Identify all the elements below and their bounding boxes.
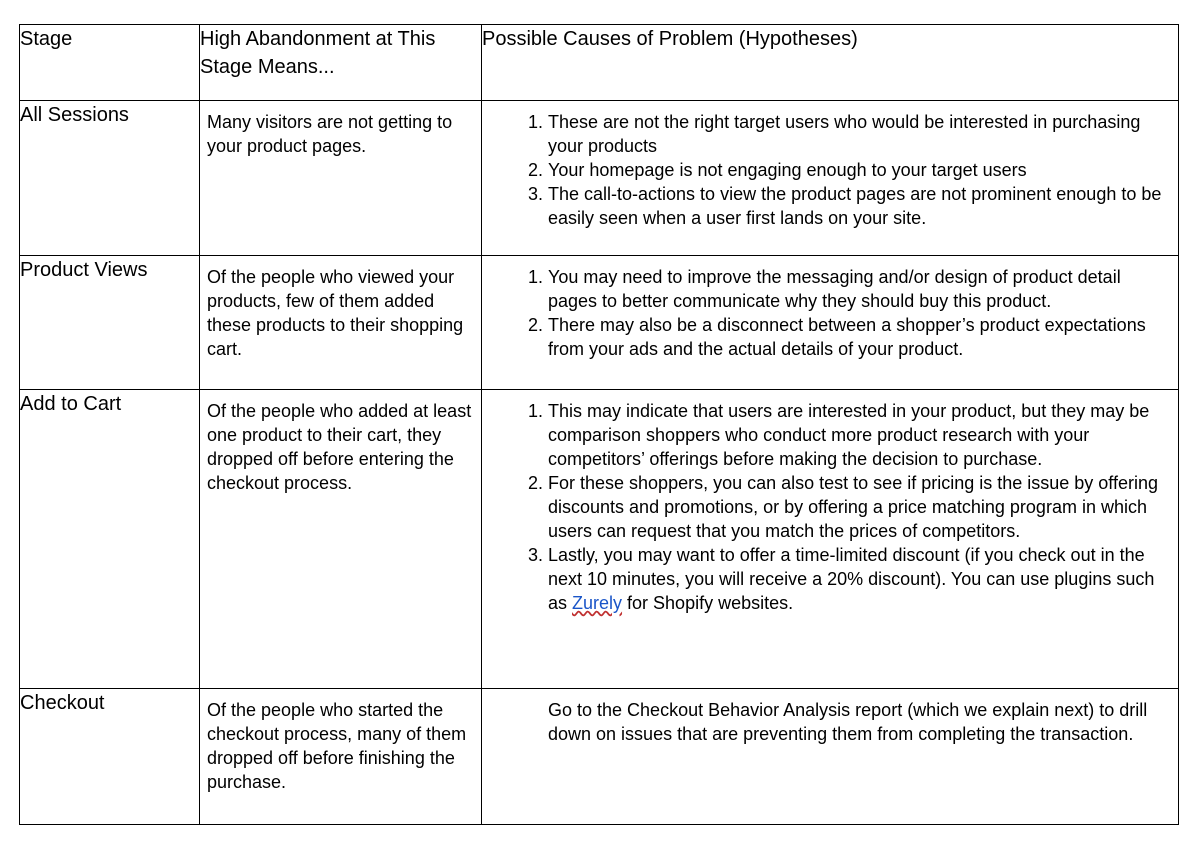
causes-list bbox=[482, 390, 1178, 615]
cause-item: 2. There may also be a disconnect between a shopper’s product expectations from your ads and the actual details of your product. bbox=[548, 313, 1170, 361]
stage-cell: Checkout bbox=[20, 689, 200, 825]
meaning-cell bbox=[200, 101, 482, 256]
meaning-cell bbox=[200, 256, 482, 390]
stage-cell: Add to Cart bbox=[20, 390, 200, 689]
causes-cell bbox=[482, 390, 1179, 689]
abandonment-table bbox=[19, 24, 1179, 825]
cause-text-after-link: for Shopify websites. bbox=[622, 593, 794, 613]
stage-cell: Product Views bbox=[20, 256, 200, 390]
header-causes: Possible Causes of Problem (Hypotheses) bbox=[482, 25, 1179, 101]
cause-text: Go to the Checkout Behavior Analysis report (which we explain next) to drill down on issues that are preventing them from completing the transaction. bbox=[548, 700, 1148, 744]
cause-item: 1. You may need to improve the messaging and/or design of product detail pages to better communicate why they should buy this product. bbox=[548, 265, 1170, 313]
table-row bbox=[20, 256, 1179, 390]
meaning-text: Of the people who added at least one product to their cart, they dropped off before entering the checkout process. bbox=[207, 401, 472, 493]
meaning-cell bbox=[200, 689, 482, 825]
table-row bbox=[20, 101, 1179, 256]
cause-item: 1. These are not the right target users who would be interested in purchasing your products bbox=[548, 110, 1170, 158]
causes-cell bbox=[482, 256, 1179, 390]
meaning-text: Of the people who started the checkout process, many of them dropped off before finishing the purchase. bbox=[207, 700, 467, 792]
meaning-text: Of the people who viewed your products, few of them added these products to their shopping cart. bbox=[207, 267, 464, 359]
table-row bbox=[20, 689, 1179, 825]
meaning-cell bbox=[200, 390, 482, 689]
cause-item: 1. This may indicate that users are interested in your product, but they may be comparison shoppers who conduct more product research with your competitors’ offerings before making the decision to purchase. bbox=[548, 399, 1170, 471]
cause-item bbox=[548, 543, 1170, 615]
table-header-row bbox=[20, 25, 1179, 101]
cause-text-before-link: Lastly, you may want to offer a time-limited discount (if you check out in the next 10 minutes, you will receive a 20% discount). You can use plugins such as bbox=[548, 545, 1155, 613]
causes-cell bbox=[482, 689, 1179, 825]
table-row bbox=[20, 390, 1179, 689]
cause-item: 2. For these shoppers, you can also test to see if pricing is the issue by offering discounts and promotions, or by offering a price matching program in which users can request that you match the prices of competitors. bbox=[548, 471, 1170, 543]
stage-cell: All Sessions bbox=[20, 101, 200, 256]
header-stage: Stage bbox=[20, 25, 200, 101]
causes-list bbox=[482, 101, 1178, 230]
cause-item: 3. The call-to-actions to view the product pages are not prominent enough to be easily seen when a user first lands on your site. bbox=[548, 182, 1170, 230]
header-meaning: High Abandonment at This Stage Means... bbox=[200, 25, 482, 101]
cause-item: 2. Your homepage is not engaging enough to your target users bbox=[548, 158, 1170, 182]
zurely-link[interactable]: Zurely bbox=[572, 593, 623, 613]
causes-list bbox=[482, 256, 1178, 361]
causes-cell bbox=[482, 101, 1179, 256]
meaning-text: Many visitors are not getting to your product pages. bbox=[207, 112, 453, 156]
